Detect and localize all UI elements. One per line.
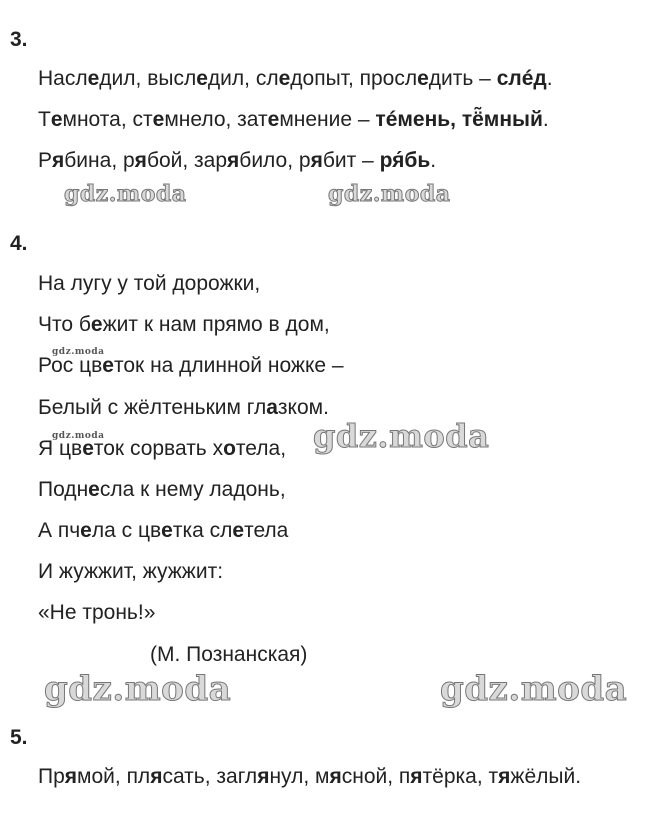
highlighted-letter: слéд [496,67,547,90]
text-segment: дить – [428,67,497,90]
watermark: gdz.moda [64,181,187,207]
text-line [38,68,553,89]
text-segment: Я цв [38,437,83,460]
highlighted-letter: тéмень, тё̃мный [375,108,543,131]
text-segment: «Не тронь!» [38,601,156,624]
text-segment: Р [38,149,53,172]
text-segment: мнение – [279,108,376,131]
text-segment: бина, р [64,149,135,172]
text-segment: сать, загл [162,765,258,788]
text-segment: Рос цв [38,354,103,377]
watermark: gdz.moda [52,431,105,441]
watermark: gdz.moda [52,347,105,357]
text-segment: мнота, ст [62,108,153,131]
highlighted-letter: я [498,765,511,788]
highlighted-letter: е [152,108,165,131]
text-segment: тёрка, т [422,765,499,788]
watermark: gdz.moda [440,669,628,709]
text-segment: мнело, зат [164,108,268,131]
highlighted-letter: е [80,519,92,542]
text-segment: Белый с жёлтеньким гл [38,396,267,419]
highlighted-letter: я [257,765,270,788]
highlighted-letter: е [267,108,280,131]
poem-line [38,520,288,541]
text-line [38,150,436,171]
highlighted-letter: я [134,149,147,172]
text-segment: тела, [235,437,287,460]
text-segment: И жужжит, жужжит: [38,560,224,583]
text-segment: тела [244,519,289,542]
section-number-4: 4. [10,232,28,255]
text-segment: Подн [38,478,89,501]
highlighted-letter: а [266,396,278,419]
poem-line [38,355,344,376]
highlighted-letter: я [150,765,163,788]
text-segment: дил, сл [207,67,279,90]
highlighted-letter: е [417,67,429,90]
text-segment: Т [38,108,51,131]
highlighted-letter: е [82,437,94,460]
highlighted-letter: е [102,354,114,377]
text-segment: жёлый. [510,765,582,788]
section-number-5: 5. [10,726,28,749]
text-segment: бой, зар [146,149,228,172]
highlighted-letter: ря́бь [379,149,431,172]
highlighted-letter: я [64,765,78,788]
highlighted-letter: е [50,108,63,131]
text-line [38,109,549,130]
text-segment: . [542,108,549,131]
poem-line [38,314,330,335]
text-segment: допыт, просл [290,67,418,90]
section-number-3: 3. [10,28,28,51]
text-segment: мой, пл [77,765,151,788]
highlighted-letter: я [329,765,342,788]
text-segment: ток сорвать х [93,437,224,460]
poem-line [38,479,286,500]
watermark: gdz.moda [44,669,232,709]
poem-line [38,397,329,418]
highlighted-letter: я [410,765,423,788]
highlighted-letter: я [52,149,65,172]
text-segment: . [546,67,553,90]
text-segment: А пч [38,519,81,542]
text-segment: . [430,149,437,172]
text-segment: сной, п [341,765,411,788]
highlighted-letter: о [223,437,236,460]
poem-author: (М. Познанская) [150,643,308,666]
highlighted-letter: я [227,149,240,172]
text-segment: Насл [38,67,88,90]
highlighted-letter: е [90,313,103,336]
text-segment: тка сл [172,519,233,542]
text-segment: ток на длинной ножке – [113,354,344,377]
highlighted-letter: я [310,149,323,172]
text-segment: нул, м [269,765,330,788]
text-line [38,766,581,787]
poem-line [38,561,223,582]
highlighted-letter: е [161,519,173,542]
highlighted-letter: е [278,67,291,90]
highlighted-letter: е [196,67,208,90]
poem-line [38,602,155,623]
text-segment: На лугу у той дорожки, [38,272,261,295]
watermark: gdz.moda [313,417,490,455]
highlighted-letter: е [87,67,100,90]
text-segment: било, р [239,149,311,172]
text-segment: зком. [277,396,329,419]
text-segment: жит к нам прямо в дом, [102,313,330,336]
highlighted-letter: е [232,519,245,542]
watermark: gdz.moda [328,181,451,207]
text-segment: Пр [38,765,65,788]
text-segment: сла к нему ладонь, [99,478,286,501]
poem-line [38,273,260,294]
text-segment: ла с цв [91,519,162,542]
text-segment: дил, высл [99,67,197,90]
highlighted-letter: е [88,478,100,501]
text-segment: Что б [38,313,91,336]
poem-line [38,438,286,459]
text-segment: бит – [322,149,380,172]
